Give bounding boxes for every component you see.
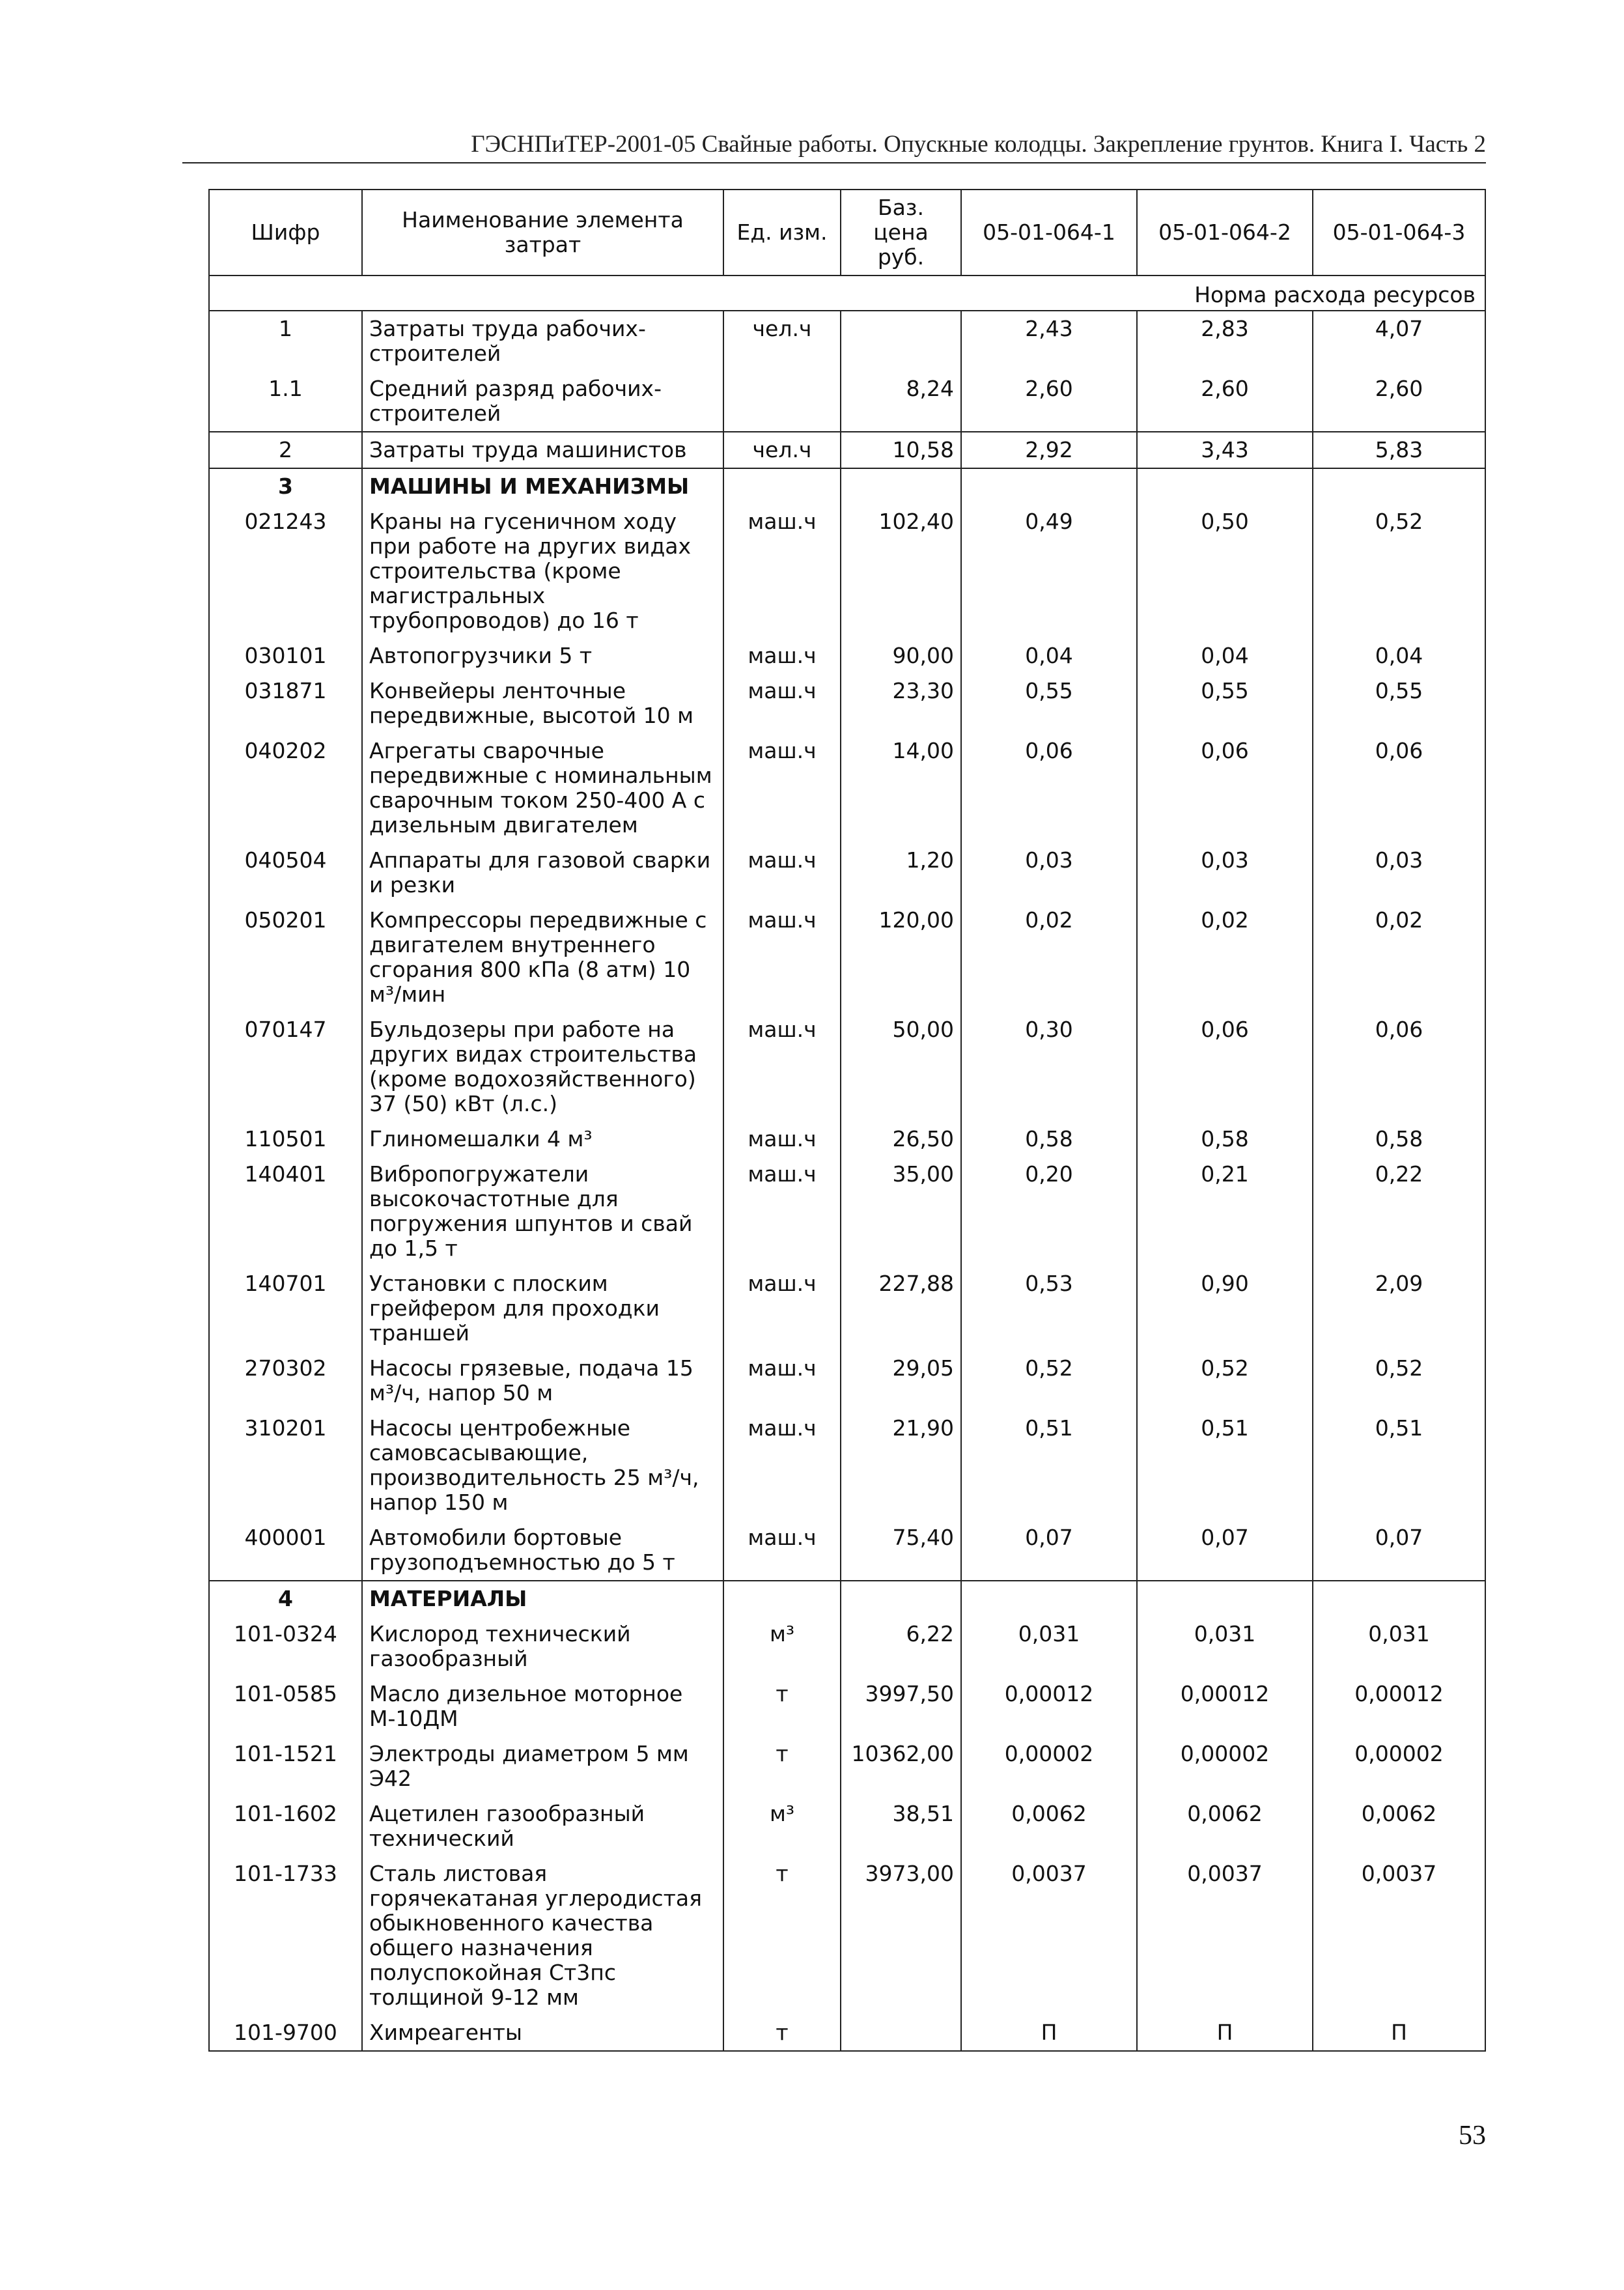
row-unit: т: [723, 2015, 841, 2051]
row-name: Насосы грязевые, подача 15 м³/ч, напор 50 м: [362, 1351, 723, 1411]
row-code: 021243: [209, 504, 362, 638]
row-code: 101-1733: [209, 1856, 362, 2015]
row-unit: маш.ч: [723, 1157, 841, 1266]
row-norm-3: 0,06: [1313, 733, 1485, 843]
row-code: 101-0324: [209, 1617, 362, 1676]
row-norm-1: 0,30: [961, 1012, 1137, 1122]
row-name: Краны на гусеничном ходу при работе на других видах строительства (кроме магистральных трубопроводов) до 16 т: [362, 504, 723, 638]
row-norm-2: 0,52: [1137, 1351, 1313, 1411]
row-name: Компрессоры передвижные с двигателем внутреннего сгорания 800 кПа (8 атм) 10 м³/мин: [362, 903, 723, 1012]
row-code: 110501: [209, 1122, 362, 1157]
row-norm-3: 0,0037: [1313, 1856, 1485, 2015]
row-price: [841, 2015, 961, 2051]
row-unit: т: [723, 1856, 841, 2015]
row-name: Вибропогружатели высокочастотные для погружения шпунтов и свай до 1,5 т: [362, 1157, 723, 1266]
section-code: 4: [209, 1581, 362, 1617]
row-code: 2: [209, 432, 362, 468]
row-name: Автомобили бортовые грузоподъемностью до 5 т: [362, 1520, 723, 1581]
table-row: [209, 1736, 1485, 1796]
row-code: 270302: [209, 1351, 362, 1411]
row-unit: т: [723, 1736, 841, 1796]
row-norm-1: 0,00002: [961, 1736, 1137, 1796]
table-row: [209, 673, 1485, 733]
row-norm-3: 2,09: [1313, 1266, 1485, 1351]
row-norm-1: 0,51: [961, 1411, 1137, 1520]
row-unit: маш.ч: [723, 1351, 841, 1411]
row-name: Кислород технический газообразный: [362, 1617, 723, 1676]
row-norm-3: 0,02: [1313, 903, 1485, 1012]
row-norm-2: 0,0062: [1137, 1796, 1313, 1856]
row-norm-2: 0,03: [1137, 843, 1313, 903]
row-price: 38,51: [841, 1796, 961, 1856]
column-header-code: Шифр: [209, 190, 362, 276]
row-price: 35,00: [841, 1157, 961, 1266]
column-header-unit: Ед. изм.: [723, 190, 841, 276]
row-norm-1: 2,43: [961, 311, 1137, 371]
row-unit: маш.ч: [723, 1520, 841, 1581]
column-header-norm-1: 05-01-064-1: [961, 190, 1137, 276]
row-code: 040202: [209, 733, 362, 843]
table-row: [209, 1157, 1485, 1266]
column-header-norm-2: 05-01-064-2: [1137, 190, 1313, 276]
row-unit: маш.ч: [723, 504, 841, 638]
row-unit: маш.ч: [723, 673, 841, 733]
row-price: 10,58: [841, 432, 961, 468]
row-norm-1: 0,0062: [961, 1796, 1137, 1856]
row-code: 050201: [209, 903, 362, 1012]
row-name: Агрегаты сварочные передвижные с номинальным сварочным током 250-400 А с дизельным двигателем: [362, 733, 723, 843]
row-norm-2: 2,60: [1137, 371, 1313, 432]
row-code: 040504: [209, 843, 362, 903]
row-norm-1: 0,031: [961, 1617, 1137, 1676]
row-name: Химреагенты: [362, 2015, 723, 2051]
row-price: 50,00: [841, 1012, 961, 1122]
row-norm-3: 0,55: [1313, 673, 1485, 733]
column-header-price: Баз. цена руб.: [841, 190, 961, 276]
row-norm-1: 0,58: [961, 1122, 1137, 1157]
row-norm-2: 0,58: [1137, 1122, 1313, 1157]
row-norm-2: 0,04: [1137, 638, 1313, 673]
row-price: 29,05: [841, 1351, 961, 1411]
row-norm-2: 0,07: [1137, 1520, 1313, 1581]
row-price: 8,24: [841, 371, 961, 432]
row-norm-3: 0,06: [1313, 1012, 1485, 1122]
row-norm-1: 0,00012: [961, 1676, 1137, 1736]
row-unit: чел.ч: [723, 432, 841, 468]
table-row: [209, 1617, 1485, 1676]
row-price: [841, 311, 961, 371]
table-row: [209, 638, 1485, 673]
row-price: 10362,00: [841, 1736, 961, 1796]
table-row: [209, 1796, 1485, 1856]
row-norm-1: 0,53: [961, 1266, 1137, 1351]
row-norm-1: 0,02: [961, 903, 1137, 1012]
row-code: 101-1521: [209, 1736, 362, 1796]
row-name: Насосы центробежные самовсасывающие, производительность 25 м³/ч, напор 150 м: [362, 1411, 723, 1520]
row-name: Масло дизельное моторное М-10ДМ: [362, 1676, 723, 1736]
row-price: 23,30: [841, 673, 961, 733]
row-norm-3: 0,03: [1313, 843, 1485, 903]
row-norm-2: 0,50: [1137, 504, 1313, 638]
row-name: Глиномешалки 4 м³: [362, 1122, 723, 1157]
row-norm-2: 0,00002: [1137, 1736, 1313, 1796]
row-norm-3: 0,031: [1313, 1617, 1485, 1676]
row-unit: м³: [723, 1617, 841, 1676]
row-norm-1: 0,07: [961, 1520, 1137, 1581]
row-unit: маш.ч: [723, 1411, 841, 1520]
row-price: 3973,00: [841, 1856, 961, 2015]
row-norm-3: 0,51: [1313, 1411, 1485, 1520]
row-norm-3: 0,22: [1313, 1157, 1485, 1266]
row-norm-2: 3,43: [1137, 432, 1313, 468]
row-price: 6,22: [841, 1617, 961, 1676]
row-price: 21,90: [841, 1411, 961, 1520]
row-name: Конвейеры ленточные передвижные, высотой 10 м: [362, 673, 723, 733]
row-price: 1,20: [841, 843, 961, 903]
column-header-norm-3: 05-01-064-3: [1313, 190, 1485, 276]
row-code: 140401: [209, 1157, 362, 1266]
row-unit: маш.ч: [723, 1122, 841, 1157]
table-row: [209, 504, 1485, 638]
table-row: [209, 2015, 1485, 2051]
row-code: 1.1: [209, 371, 362, 432]
row-norm-3: 0,0062: [1313, 1796, 1485, 1856]
row-name: Затраты труда рабочих-строителей: [362, 311, 723, 371]
row-price: 3997,50: [841, 1676, 961, 1736]
row-norm-1: 0,55: [961, 673, 1137, 733]
table-row: [209, 843, 1485, 903]
norm-caption: Норма расхода ресурсов: [209, 276, 1485, 311]
row-norm-1: 0,52: [961, 1351, 1137, 1411]
row-code: 031871: [209, 673, 362, 733]
table-row: [209, 1520, 1485, 1581]
section-title: МАШИНЫ И МЕХАНИЗМЫ: [362, 468, 723, 504]
page-number: 53: [1459, 2121, 1486, 2151]
row-unit: маш.ч: [723, 903, 841, 1012]
row-norm-3: П: [1313, 2015, 1485, 2051]
table-row: [209, 1856, 1485, 2015]
row-norm-1: 0,04: [961, 638, 1137, 673]
row-norm-2: 2,83: [1137, 311, 1313, 371]
row-price: 90,00: [841, 638, 961, 673]
row-code: 070147: [209, 1012, 362, 1122]
section-row: [209, 468, 1485, 504]
row-norm-1: П: [961, 2015, 1137, 2051]
row-norm-2: 0,031: [1137, 1617, 1313, 1676]
row-price: 120,00: [841, 903, 961, 1012]
table-row: [209, 311, 1485, 371]
row-norm-2: 0,06: [1137, 733, 1313, 843]
table-row: [209, 432, 1485, 468]
section-title: МАТЕРИАЛЫ: [362, 1581, 723, 1617]
running-header: ГЭСНПиТЕР-2001-05 Свайные работы. Опускные колодцы. Закрепление грунтов. Книга I. Часть 2: [182, 130, 1486, 163]
row-name: Электроды диаметром 5 мм Э42: [362, 1736, 723, 1796]
row-name: Установки с плоским грейфером для проходки траншей: [362, 1266, 723, 1351]
row-norm-2: 0,06: [1137, 1012, 1313, 1122]
row-norm-2: 0,90: [1137, 1266, 1313, 1351]
norm-caption-row: [209, 276, 1485, 311]
row-name: Сталь листовая горячекатаная углеродистая обыкновенного качества общего назначения полуспокойная Ст3пс толщиной 9-12 мм: [362, 1856, 723, 2015]
column-header-name: Наименование элемента затрат: [362, 190, 723, 276]
row-code: 400001: [209, 1520, 362, 1581]
row-norm-3: 0,52: [1313, 1351, 1485, 1411]
row-unit: маш.ч: [723, 1266, 841, 1351]
row-unit: м³: [723, 1796, 841, 1856]
row-norm-3: 0,00012: [1313, 1676, 1485, 1736]
row-norm-3: 0,04: [1313, 638, 1485, 673]
row-norm-3: 0,52: [1313, 504, 1485, 638]
table-row: [209, 371, 1485, 432]
row-norm-1: 0,49: [961, 504, 1137, 638]
row-price: 14,00: [841, 733, 961, 843]
row-norm-2: 0,51: [1137, 1411, 1313, 1520]
row-unit: маш.ч: [723, 843, 841, 903]
row-unit: маш.ч: [723, 638, 841, 673]
row-norm-2: 0,0037: [1137, 1856, 1313, 2015]
row-norm-3: 5,83: [1313, 432, 1485, 468]
row-unit: маш.ч: [723, 1012, 841, 1122]
row-norm-1: 0,06: [961, 733, 1137, 843]
table-row: [209, 1351, 1485, 1411]
row-norm-3: 2,60: [1313, 371, 1485, 432]
section-row: [209, 1581, 1485, 1617]
row-code: 030101: [209, 638, 362, 673]
row-name: Аппараты для газовой сварки и резки: [362, 843, 723, 903]
row-norm-3: 0,07: [1313, 1520, 1485, 1581]
row-norm-3: 4,07: [1313, 311, 1485, 371]
row-name: Ацетилен газообразный технический: [362, 1796, 723, 1856]
table-row: [209, 1411, 1485, 1520]
row-unit: [723, 371, 841, 432]
row-price: 102,40: [841, 504, 961, 638]
row-code: 101-9700: [209, 2015, 362, 2051]
table-row: [209, 903, 1485, 1012]
row-norm-2: 0,21: [1137, 1157, 1313, 1266]
row-norm-1: 0,20: [961, 1157, 1137, 1266]
row-unit: чел.ч: [723, 311, 841, 371]
row-norm-3: 0,00002: [1313, 1736, 1485, 1796]
row-price: 75,40: [841, 1520, 961, 1581]
row-code: 140701: [209, 1266, 362, 1351]
row-name: Автопогрузчики 5 т: [362, 638, 723, 673]
table-row: [209, 1122, 1485, 1157]
row-code: 101-0585: [209, 1676, 362, 1736]
section-code: 3: [209, 468, 362, 504]
row-unit: маш.ч: [723, 733, 841, 843]
table-row: [209, 1266, 1485, 1351]
row-norm-1: 2,92: [961, 432, 1137, 468]
row-norm-1: 2,60: [961, 371, 1137, 432]
row-norm-1: 0,0037: [961, 1856, 1137, 2015]
table-row: [209, 1012, 1485, 1122]
row-norm-2: П: [1137, 2015, 1313, 2051]
row-norm-2: 0,02: [1137, 903, 1313, 1012]
row-code: 310201: [209, 1411, 362, 1520]
row-norm-3: 0,58: [1313, 1122, 1485, 1157]
row-unit: т: [723, 1676, 841, 1736]
row-price: 227,88: [841, 1266, 961, 1351]
row-norm-2: 0,00012: [1137, 1676, 1313, 1736]
row-name: Затраты труда машинистов: [362, 432, 723, 468]
row-code: 1: [209, 311, 362, 371]
table-header-row: [209, 190, 1485, 276]
table-row: [209, 733, 1485, 843]
row-norm-1: 0,03: [961, 843, 1137, 903]
table-row: [209, 1676, 1485, 1736]
row-name: Средний разряд рабочих-строителей: [362, 371, 723, 432]
resource-norm-table: [208, 189, 1486, 2052]
row-code: 101-1602: [209, 1796, 362, 1856]
row-price: 26,50: [841, 1122, 961, 1157]
row-norm-2: 0,55: [1137, 673, 1313, 733]
row-name: Бульдозеры при работе на других видах строительства (кроме водохозяйственного) 37 (50) кВт (л.с.): [362, 1012, 723, 1122]
